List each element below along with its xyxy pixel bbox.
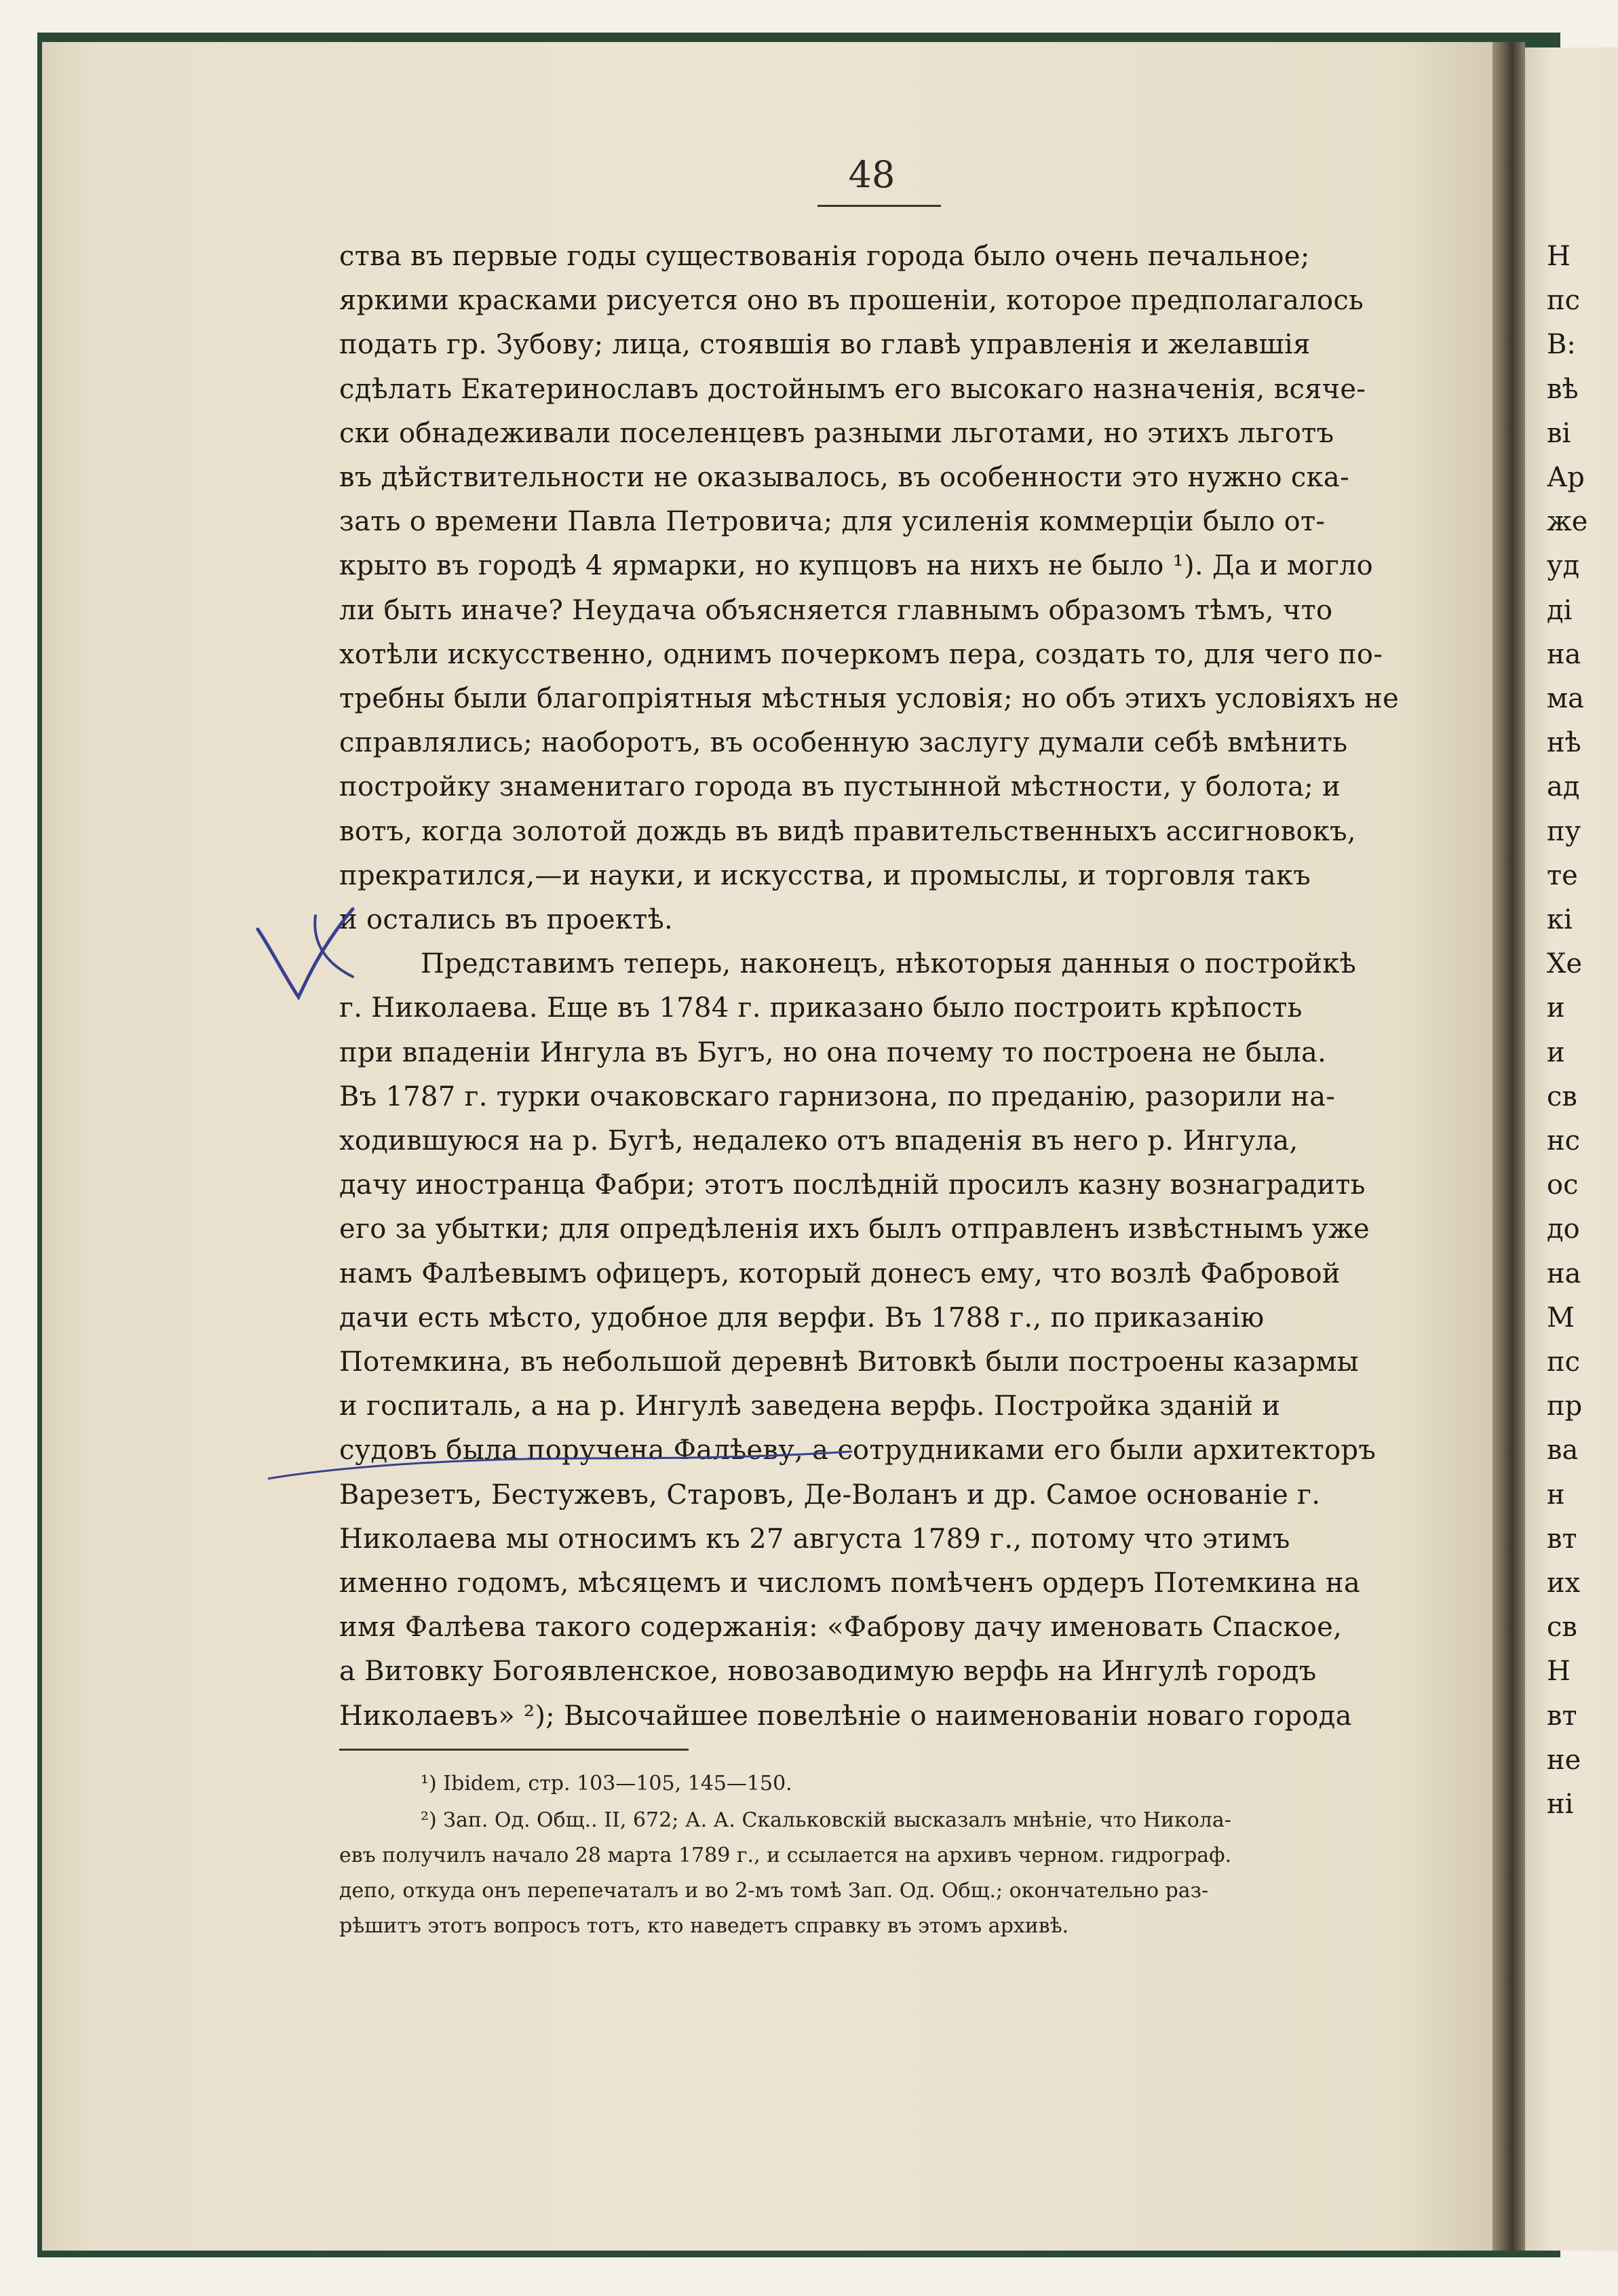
body-line: яркими красками рисуется оно въ прошеніи, которое предполагалось (339, 285, 1364, 317)
body-line: судовъ была поручена Фалѣеву, а сотрудниками его были архитекторъ (339, 1435, 1376, 1466)
body-line: ски обнадеживали поселенцевъ разными льготами, но этихъ льготъ (339, 417, 1334, 449)
right-page-fragment: В: (1547, 329, 1576, 361)
body-line: требны были благопріятныя мѣстныя условія; но объ этихъ условіяхъ не (339, 683, 1400, 714)
body-line: а Витовку Богоявленское, новозаводимую верфь на Ингулѣ городъ (339, 1656, 1317, 1688)
body-line: и госпиталь, а на р. Ингулѣ заведена верфь. Постройка зданій и (339, 1390, 1281, 1422)
right-page-fragment: вт (1547, 1700, 1577, 1732)
footnote-line: рѣшитъ этотъ вопросъ тотъ, кто наведетъ справку въ этомъ архивѣ. (339, 1914, 1069, 1938)
body-line: Представимъ теперь, наконецъ, нѣкоторыя данныя о постройкѣ (421, 948, 1357, 980)
body-line: хотѣли искусственно, однимъ почеркомъ пера, создать то, для чего по- (339, 638, 1383, 670)
right-page-fragment: св (1547, 1081, 1577, 1112)
body-line: ства въ первые годы существованія города было очень печальное; (339, 241, 1310, 272)
body-line: Николаева мы относимъ къ 27 августа 1789 г., потому что этимъ (339, 1523, 1290, 1555)
right-page-fragment: ні (1547, 1789, 1574, 1820)
body-line: при впаденіи Ингула въ Бугъ, но она почему то построена не была. (339, 1036, 1327, 1068)
handwritten-x-mark (251, 902, 360, 1004)
body-line: Потемкина, въ небольшой деревнѣ Витовкѣ были построены казармы (339, 1346, 1359, 1378)
right-page-fragment: ад (1547, 771, 1580, 803)
right-page-fragment: ва (1547, 1435, 1579, 1466)
body-line: сдѣлать Екатеринославъ достойнымъ его высокаго назначенія, всяче- (339, 373, 1366, 405)
right-page-fragment: вт (1547, 1523, 1577, 1555)
body-line: зать о времени Павла Петровича; для усиленія коммерціи было от- (339, 506, 1326, 538)
footnote-line: ²) Зап. Од. Общ.. II, 672; А. А. Скальковскій высказалъ мнѣніе, что Никола- (421, 1808, 1231, 1832)
body-line: дачу иностранца Фабри; этотъ послѣдній просилъ казну вознаградить (339, 1169, 1366, 1201)
right-page-fragment: Н (1547, 241, 1571, 272)
footnote-line: евъ получилъ начало 28 марта 1789 г., и ссылается на архивъ черном. гидрограф. (339, 1844, 1232, 1867)
right-page-fragment: на (1547, 638, 1581, 670)
body-line: вотъ, когда золотой дождь въ видѣ правительственныхъ ассигновокъ, (339, 815, 1356, 847)
right-page-fragment: Ар (1547, 462, 1585, 493)
right-page-fragment: ві (1547, 417, 1571, 449)
body-line: и остались въ проектѣ. (339, 904, 674, 935)
right-page-fragment: кі (1547, 904, 1573, 935)
right-page-fragment: до (1547, 1213, 1580, 1245)
right-page-fragment: Хе (1547, 948, 1583, 980)
footnote-line: депо, откуда онъ перепечаталъ и во 2-мъ томѣ Зап. Од. Общ.; окончательно раз- (339, 1879, 1209, 1903)
right-page-fragment: М (1547, 1302, 1575, 1334)
body-line: Варезетъ, Бестужевъ, Старовъ, Де-Воланъ и др. Самое основаніе г. (339, 1479, 1321, 1511)
body-line: ли быть иначе? Неудача объясняется главнымъ образомъ тѣмъ, что (339, 594, 1333, 626)
right-page-fragment: вѣ (1547, 373, 1579, 405)
pencil-underline (268, 1438, 858, 1492)
right-page-fragment: ді (1547, 594, 1573, 626)
body-line: крыто въ городѣ 4 ярмарки, но купцовъ на нихъ не было ¹). Да и могло (339, 550, 1374, 582)
body-line: въ дѣйствительности не оказывалось, въ особенности это нужно ска- (339, 462, 1349, 493)
right-page-fragment: же (1547, 506, 1588, 538)
page-number-rule (817, 205, 941, 207)
body-line: ходившуюся на р. Бугѣ, недалеко отъ впаденія въ него р. Ингула, (339, 1125, 1298, 1156)
body-line: намъ Фалѣевымъ офицеръ, который донесъ ему, что возлѣ Фабровой (339, 1258, 1341, 1289)
right-page-fragment: и (1547, 992, 1565, 1024)
right-page-fragment: н (1547, 1479, 1565, 1511)
body-line: прекратился,—и науки, и искусства, и промыслы, и торговля такъ (339, 859, 1311, 891)
right-page-fragment: не (1547, 1744, 1581, 1776)
footnote-rule (339, 1749, 689, 1751)
right-page-fragment: ма (1547, 683, 1584, 714)
right-page-fragment: те (1547, 859, 1578, 891)
right-page-fragment: нс (1547, 1125, 1581, 1156)
right-page-fragment: пс (1547, 285, 1581, 317)
right-page-fragment: пс (1547, 1346, 1581, 1378)
body-line: его за убытки; для опредѣленія ихъ былъ отправленъ извѣстнымъ уже (339, 1213, 1370, 1245)
body-line: Въ 1787 г. турки очаковскаго гарнизона, по преданію, разорили на- (339, 1081, 1336, 1112)
body-line: справлялись; наоборотъ, въ особенную заслугу думали себѣ вмѣнить (339, 727, 1348, 759)
page-number: 48 (848, 153, 895, 196)
right-page-fragment: ос (1547, 1169, 1579, 1201)
right-page-fragment: и (1547, 1036, 1565, 1068)
right-page-fragment: пр (1547, 1390, 1583, 1422)
body-line: Николаевъ» ²); Высочайшее повелѣніе о наименованіи новаго города (339, 1700, 1352, 1732)
body-line: постройку знаменитаго города въ пустынной мѣстности, у болота; и (339, 771, 1341, 803)
right-page-fragment: нѣ (1547, 727, 1581, 759)
body-line: г. Николаева. Еще въ 1784 г. приказано было построить крѣпость (339, 992, 1303, 1024)
body-line: подать гр. Зубову; лица, стоявшія во главѣ управленія и желавшія (339, 329, 1311, 361)
body-line: именно годомъ, мѣсяцемъ и числомъ помѣченъ ордеръ Потемкина на (339, 1568, 1361, 1599)
body-line: имя Фалѣева такого содержанія: «Фаброву дачу именовать Спаское, (339, 1612, 1343, 1643)
right-page-fragment: пу (1547, 815, 1581, 847)
right-page-fragment: их (1547, 1568, 1581, 1599)
body-line: дачи есть мѣсто, удобное для верфи. Въ 1788 г., по приказанію (339, 1302, 1265, 1334)
right-page-fragment: на (1547, 1258, 1581, 1289)
right-page-fragment: Н (1547, 1656, 1571, 1688)
right-page-fragment: уд (1547, 550, 1580, 582)
footnote-line: ¹) Ibidem, стр. 103—105, 145—150. (421, 1772, 792, 1795)
right-page-fragment: св (1547, 1612, 1577, 1643)
book-gutter (1492, 42, 1525, 2251)
